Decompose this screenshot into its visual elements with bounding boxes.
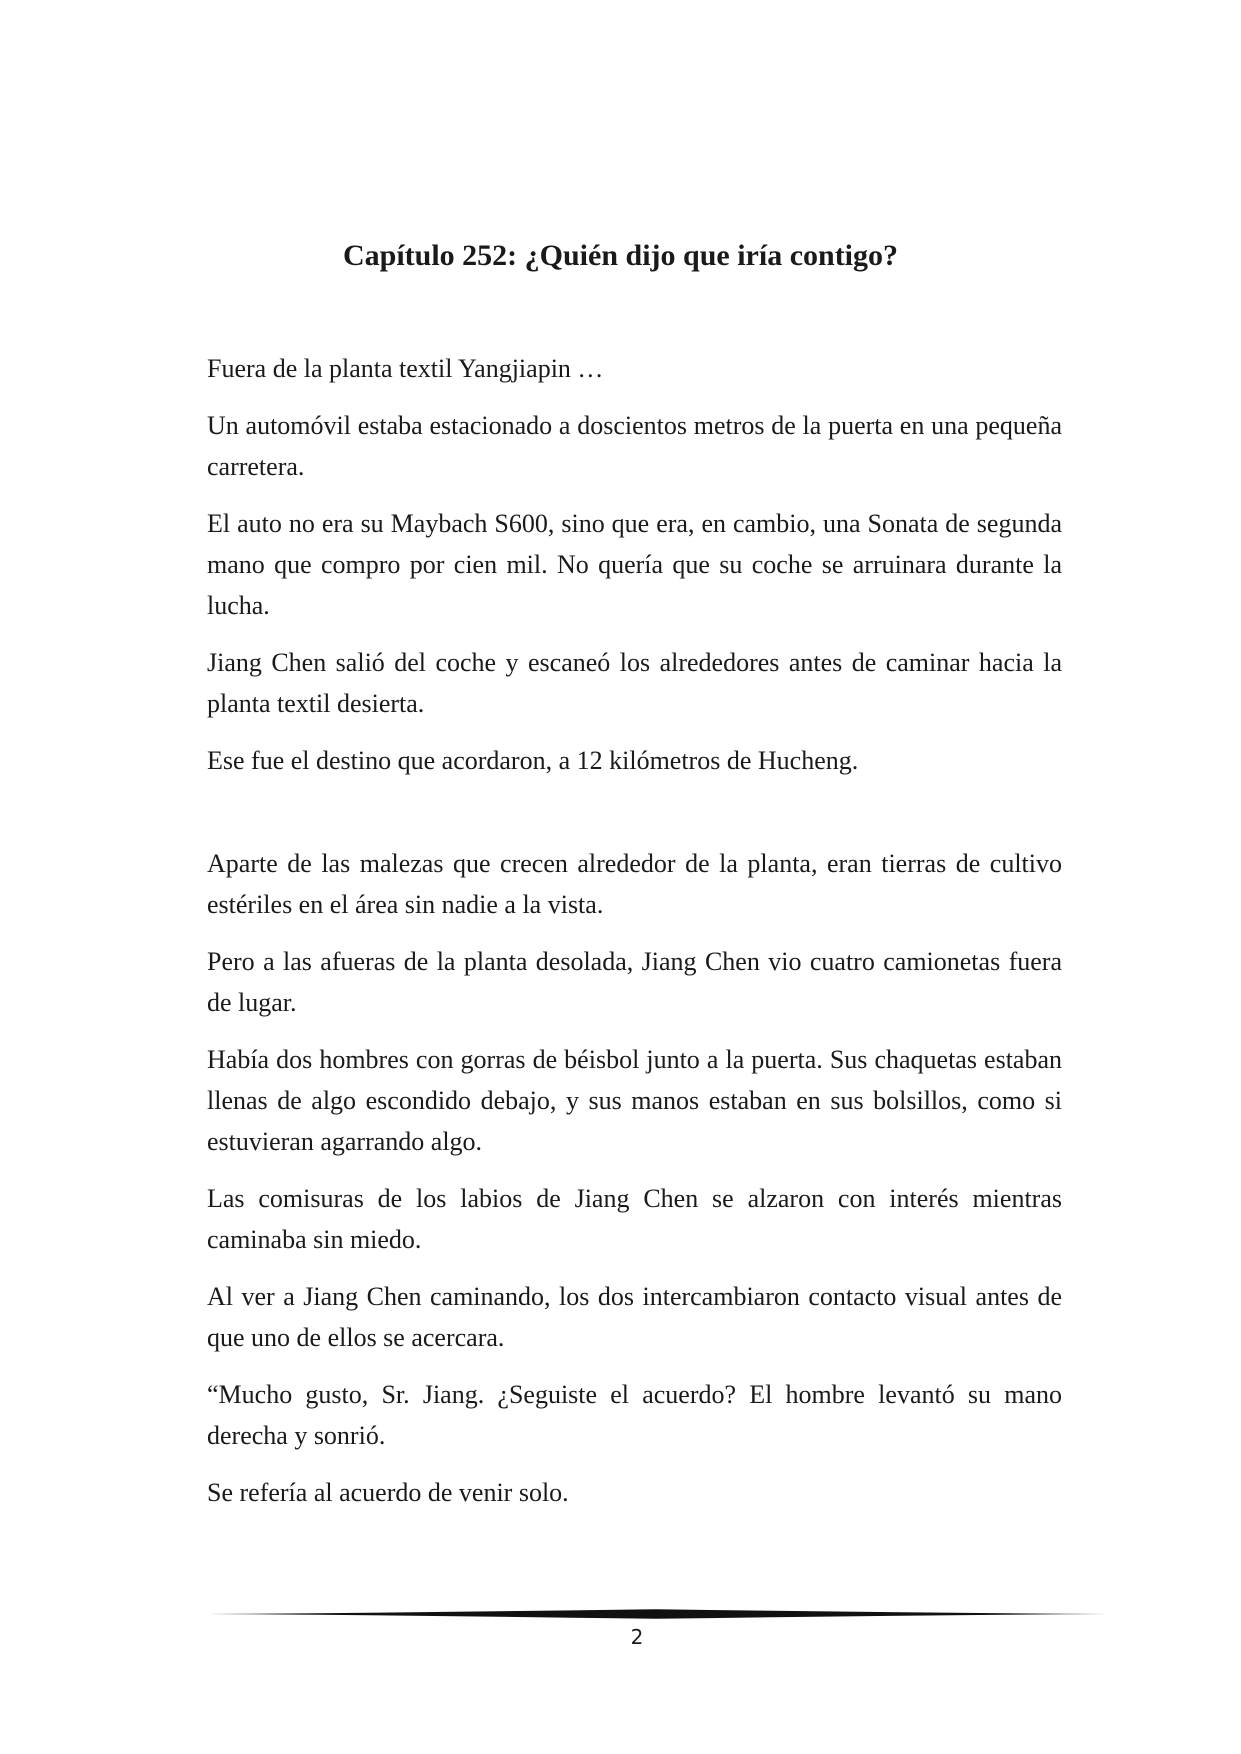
paragraph: Un automóvil estaba estacionado a doscientos metros de la puerta en una pequeña carretera. <box>207 411 1062 481</box>
paragraph: Aparte de las malezas que crecen alrededor de la planta, eran tierras de cultivo estériles en el área sin nadie a la vista. <box>207 849 1062 919</box>
chapter-title: Capítulo 252: ¿Quién dijo que iría contigo? <box>342 239 899 272</box>
paragraph: Se refería al acuerdo de venir solo. <box>207 1478 569 1507</box>
footer-divider <box>207 1608 1107 1620</box>
paragraph: El auto no era su Maybach S600, sino que era, en cambio, una Sonata de segunda mano que compro por cien mil. No quería que su coche se arruinara durante la lucha. <box>207 509 1062 620</box>
paragraph: Al ver a Jiang Chen caminando, los dos intercambiaron contacto visual antes de que uno de ellos se acercara. <box>207 1282 1062 1352</box>
paragraph: Jiang Chen salió del coche y escaneó los alrededores antes de caminar hacia la planta textil desierta. <box>207 648 1062 718</box>
paragraph: “Mucho gusto, Sr. Jiang. ¿Seguiste el acuerdo? El hombre levantó su mano derecha y sonrió. <box>207 1380 1062 1450</box>
paragraph: Pero a las afueras de la planta desolada, Jiang Chen vio cuatro camionetas fuera de lugar. <box>207 947 1062 1017</box>
paragraph: Las comisuras de los labios de Jiang Chen se alzaron con interés mientras caminaba sin miedo. <box>207 1184 1062 1254</box>
chapter-body <box>207 348 1062 1529</box>
page-number: 2 <box>630 1625 644 1649</box>
paragraph: Ese fue el destino que acordaron, a 12 kilómetros de Hucheng. <box>207 746 859 775</box>
paragraph: Fuera de la planta textil Yangjiapin … <box>207 354 604 383</box>
paragraph: Había dos hombres con gorras de béisbol junto a la puerta. Sus chaquetas estaban llenas de algo escondido debajo, y sus manos estaban en sus bolsillos, como si estuvieran agarrando algo. <box>207 1045 1062 1156</box>
